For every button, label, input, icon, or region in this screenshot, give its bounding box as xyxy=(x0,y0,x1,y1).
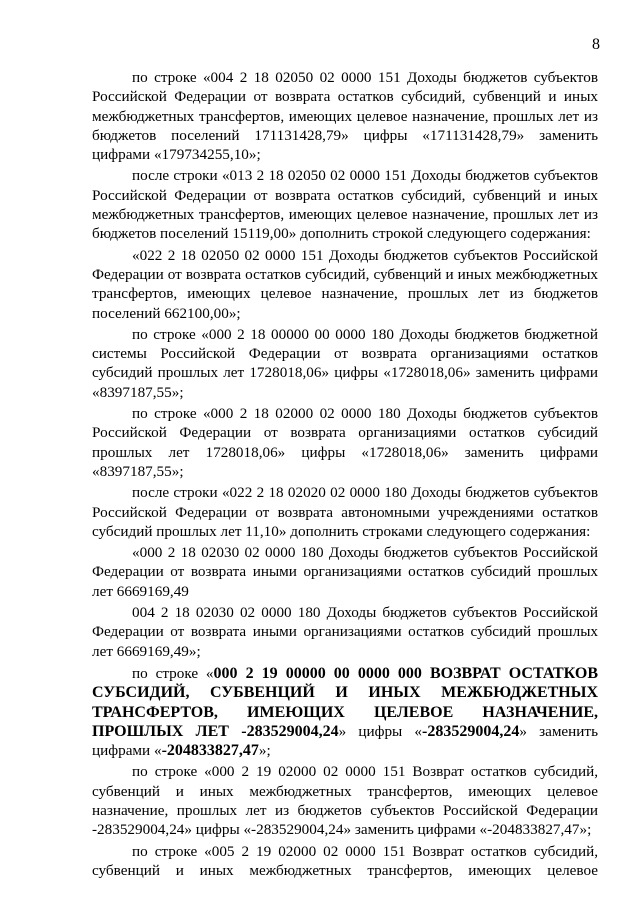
paragraph: по строке «000 2 18 02000 02 0000 180 Доходы бюджетов субъектов Российской Федерации от возврата организациями остатков субсидий прошлых лет 1728018,06» цифры «1728018,06» заменить цифрами «8397187,55»; xyxy=(92,405,598,480)
paragraph: по строке «000 2 19 02000 02 0000 151 Возврат остатков субсидий, субвенций и иных межбюджетных трансфертов, имеющих целевое назначение, прошлых лет из бюджетов субъектов Российской Федерации -283529004,24» цифры «-283529004,24» заменить цифрами «-204833827,47»; xyxy=(92,763,598,839)
document-body xyxy=(92,68,598,882)
page-number: 8 xyxy=(592,36,600,53)
text-run: » цифры « xyxy=(338,722,423,740)
paragraph: 004 2 18 02030 02 0000 180 Доходы бюджетов субъектов Российской Федерации от возврата иными организациями остатков субсидий прошлых лет 6669169,49»; xyxy=(92,604,598,660)
text-run: » заменить цифрами « xyxy=(92,722,598,760)
bold-run: 000 2 19 00000 00 0000 000 ВОЗВРАТ ОСТАТКОВ СУБСИДИЙ, СУБВЕНЦИЙ И ИНЫХ МЕЖБЮДЖЕТНЫХ ТРАНСФЕРТОВ, ИМЕЮЩИХ ЦЕЛЕВОЕ НАЗНАЧЕНИЕ, ПРОШЛЫХ ЛЕТ -283529004,24 xyxy=(92,664,598,740)
paragraph: «000 2 18 02030 02 0000 180 Доходы бюджетов субъектов Российской Федерации от возврата иными организациями остатков субсидий прошлых лет 6669169,49 xyxy=(92,544,598,600)
bold-run: -204833827,47 xyxy=(161,742,259,760)
paragraph: «022 2 18 02050 02 0000 151 Доходы бюджетов субъектов Российской Федерации от возврата остатков субсидий, субвенций и иных межбюджетных трансфертов, имеющих целевое назначение, прошлых лет из бюджетов поселений 662100,00»; xyxy=(92,246,598,322)
text-run: по строке « xyxy=(132,664,214,682)
bold-run: -283529004,24 xyxy=(422,722,520,740)
paragraph-bold-amendment xyxy=(92,664,598,760)
text-run: »; xyxy=(258,742,271,760)
paragraph: по строке «000 2 18 00000 00 0000 180 Доходы бюджетов бюджетной системы Российской Федерации от возврата организациями остатков субсидий прошлых лет 1728018,06» цифры «1728018,06» заменить цифрами «8397187,55»; xyxy=(92,325,598,401)
paragraph: по строке «004 2 18 02050 02 0000 151 Доходы бюджетов субъектов Российской Федерации от возврата остатков субсидий, субвенций и иных межбюджетных трансфертов, имеющих целевое назначение, прошлых лет из бюджетов поселений 171131428,79» цифры «171131428,79» заменить цифрами «179734255,10»; xyxy=(92,69,598,164)
paragraph: после строки «013 2 18 02050 02 0000 151 Доходы бюджетов субъектов Российской Федерации от возврата остатков субсидий, субвенций и иных межбюджетных трансфертов, имеющих целевое назначение, прошлых лет из бюджетов поселений 15119,00» дополнить строкой следующего содержания: xyxy=(92,167,598,243)
paragraph: после строки «022 2 18 02020 02 0000 180 Доходы бюджетов субъектов Российской Федерации от возврата автономными учреждениями остатков субсидий прошлых лет 11,10» дополнить строками следующего содержания: xyxy=(92,484,598,540)
paragraph-continued: по строке «005 2 19 02000 02 0000 151 Возврат остатков субсидий, субвенций и иных межбюджетных трансфертов, имеющих целевое xyxy=(92,842,598,879)
